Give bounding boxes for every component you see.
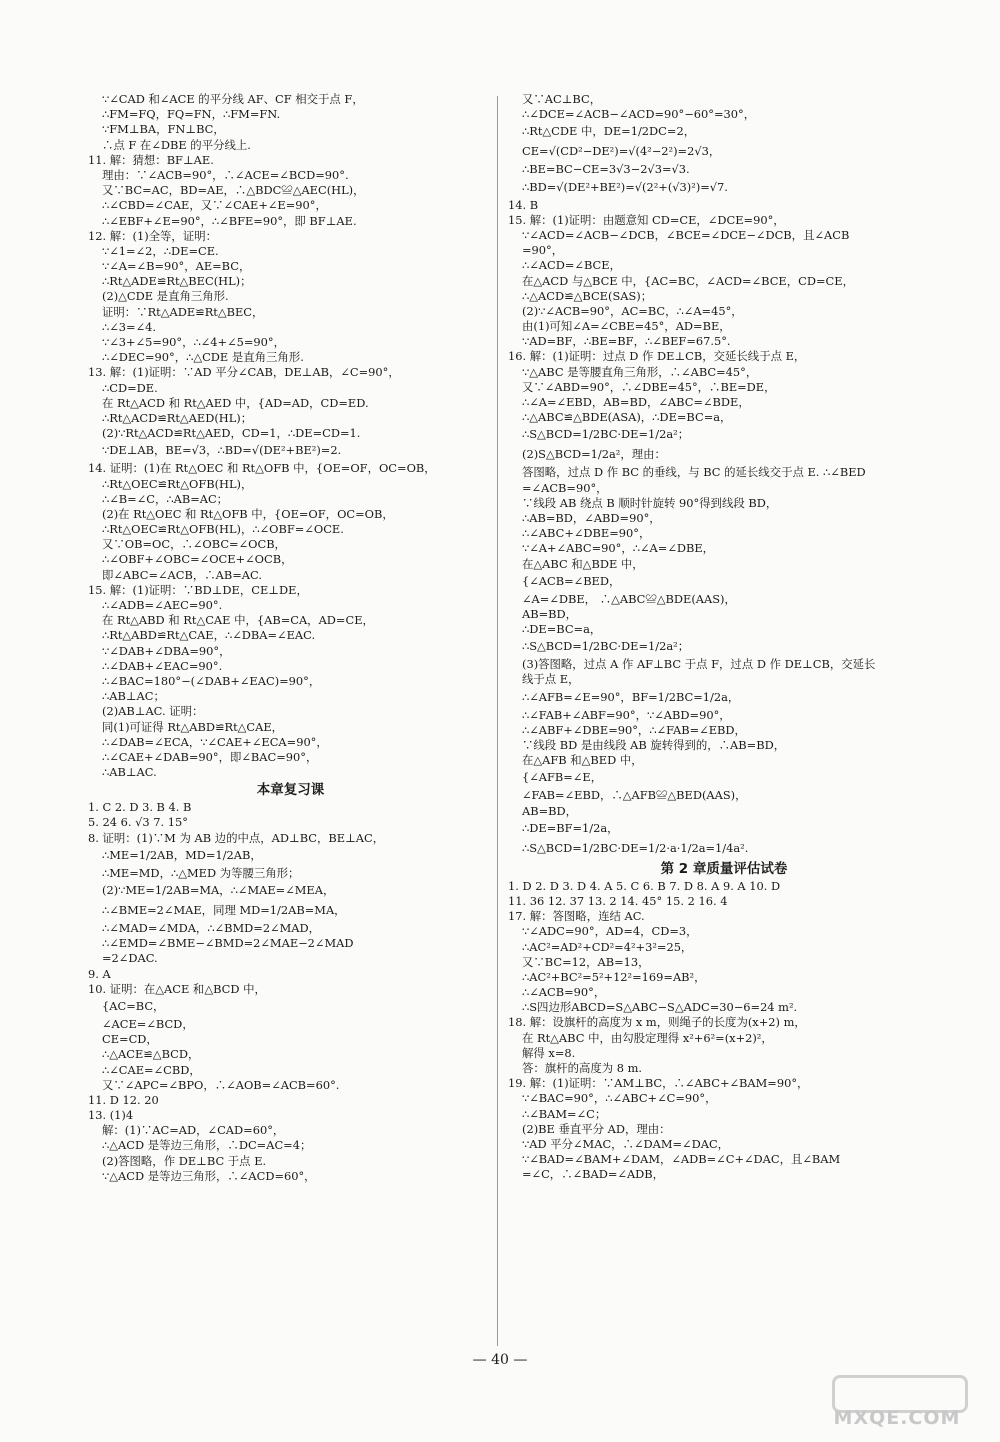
watermark-text: MXQE.COM — [833, 1407, 961, 1429]
answer-line: (2)BE 垂直平分 AD，理由： — [522, 1121, 671, 1136]
answer-line: ∴DE=BF=1/2a， — [522, 820, 619, 835]
answer-line: =∠ACB=90°， — [522, 480, 608, 495]
section-heading: 本章复习课 — [256, 782, 325, 799]
answer-line: 15. 解：(1)证明：∵BD⊥DE，CE⊥DE， — [88, 582, 308, 597]
answer-line: ∴Rt△ABD≌Rt△CAE，∴∠DBA=∠EAC. — [102, 628, 316, 643]
answer-line: ∵∠A+∠ABC=90°，∴∠A=∠DBE， — [522, 541, 715, 556]
answer-line: ∴AB⊥AC. — [102, 765, 157, 780]
answer-line: ∵△ACD 是等边三角形，∴∠ACD=60°， — [102, 1168, 316, 1183]
answer-line: 10. 证明：在△ACE 和△BCD 中， — [88, 981, 266, 996]
answer-line: (2)S△BCD=1/2a²，理由： — [522, 447, 666, 462]
answer-line: ∴∠CBD=∠CAE，又∵∠CAE+∠E=90°， — [102, 198, 327, 213]
answer-line: ∴Rt△ADE≌Rt△BEC(HL)； — [102, 274, 252, 289]
answer-column-right — [508, 92, 940, 1183]
answer-line: ∵AD 平分∠MAC，∴∠DAM=∠DAC， — [522, 1136, 730, 1151]
column-divider — [497, 96, 498, 1346]
answer-line: 同(1)可证得 Rt△ABD≌Rt△CAE， — [102, 719, 284, 734]
answer-line: ∴△ACE≌△BCD， — [102, 1047, 200, 1062]
answer-line: (2)AB⊥AC. 证明： — [102, 704, 204, 719]
answer-line: 在 Rt△ABC 中，由勾股定理得 x²+6²=(x+2)²， — [522, 1030, 773, 1045]
answer-line: ∴∠ACB=90°， — [522, 985, 606, 1000]
answer-line: 8. 证明：(1)∵M 为 AB 边的中点，AD⊥BC，BE⊥AC， — [88, 830, 385, 845]
answer-line: =90°， — [522, 243, 564, 258]
answer-line: ∵∠A=∠B=90°，AE=BC， — [102, 259, 251, 274]
watermark-logo — [812, 1375, 982, 1433]
answer-line: ∵∠ACD=∠ACB−∠DCB，∠BCE=∠DCE−∠DCB，且∠ACB — [522, 227, 850, 242]
answer-line: 又∵∠ABD=90°，∴∠DBE=45°，∴BE=DE， — [522, 379, 776, 394]
answer-line: ∴BD=√(DE²+BE²)=√(2²+(√3)²)=√7. — [522, 179, 728, 194]
answer-line: ∴∠DCE=∠ACB−∠ACD=90°−60°=30°， — [522, 107, 756, 122]
answer-line: ∴∠CAE+∠DAB=90°，即∠BAC=90°， — [102, 749, 318, 764]
answer-line: ∠ACE=∠BCD， — [102, 1016, 194, 1031]
answer-line: (2)答图略，作 DE⊥BC 于点 E. — [102, 1153, 267, 1168]
answer-line: ∵线段 BD 是由线段 AB 旋转得到的，∴AB=BD， — [522, 738, 786, 752]
answer-line: ∴DE=BC=a， — [522, 622, 602, 637]
answer-line: 12. 解：(1)全等，证明： — [88, 228, 217, 243]
answer-line: 证明：∵Rt△ADE≌Rt△BEC， — [102, 304, 264, 319]
answer-line: 又∵AC⊥BC， — [522, 92, 602, 106]
answer-line: ∵∠BAC=90°，∴∠ABC+∠C=90°， — [522, 1091, 717, 1106]
answer-line: AB=BD， — [522, 803, 578, 818]
answer-line: =∠C，∴∠BAD=∠ADB， — [522, 1167, 665, 1182]
answer-line: 11. D 12. 20 — [88, 1092, 159, 1107]
answer-line: (2)∵∠ACB=90°，AC=BC，∴∠A=45°， — [522, 303, 743, 318]
answer-line: ∠FAB=∠EBD，∴△AFB≌△BED(AAS)， — [522, 788, 747, 803]
answer-line: 18. 解：设旗杆的高度为 x m，则绳子的长度为(x+2) m， — [508, 1015, 806, 1030]
answer-line: 即∠ABC=∠ACB，∴AB=AC. — [102, 567, 262, 582]
answer-line: ∴∠DAB=∠ECA，∵∠CAE+∠ECA=90°， — [102, 734, 328, 749]
answer-line: CE=√(CD²−DE²)=√(4²−2²)=2√3， — [522, 144, 721, 159]
page-number: — 40 — — [472, 1352, 528, 1368]
answer-line: ∴Rt△OEC≌Rt△OFB(HL)，∴∠OBF=∠OCE. — [102, 522, 344, 537]
answer-line: ∴∠FAB+∠ABF=90°，∵∠ABD=90°， — [522, 707, 731, 722]
answer-line: ∴S△BCD=1/2BC·DE=1/2a²； — [522, 427, 690, 442]
answer-line: ∴∠AFB=∠E=90°，BF=1/2BC=1/2a， — [522, 689, 740, 704]
answer-line: ∵∠3+∠5=90°，∴∠4+∠5=90°， — [102, 335, 285, 349]
answer-line: 15. 解：(1)证明：由题意知 CD=CE，∠DCE=90°， — [508, 212, 785, 227]
answer-line: ∴∠BME=2∠MAE，同理 MD=1/2AB=MA， — [102, 903, 346, 917]
answer-line: 13. 解：(1)证明：∵AD 平分∠CAB，DE⊥AB，∠C=90°， — [88, 365, 400, 380]
answer-line: ∴S△BCD=1/2BC·DE=1/2a²； — [522, 639, 690, 654]
answer-line: ∴Rt△OEC≌Rt△OFB(HL)， — [102, 476, 253, 491]
answer-line: {∠AFB=∠E， — [522, 770, 603, 785]
answer-line: ∴AB=BD，∠ABD=90°， — [522, 510, 661, 525]
answer-line: 解：(1)∵AC=AD，∠CAD=60°， — [102, 1123, 285, 1138]
answer-line: 19. 解：(1)证明：∵AM⊥BC，∴∠ABC+∠BAM=90°， — [508, 1076, 809, 1091]
answer-line: ∠A=∠DBE， ∴△ABC≌△BDE(AAS)， — [522, 591, 736, 606]
answer-line: ∴∠BAM=∠C； — [522, 1106, 607, 1121]
answer-line: 又∵BC=AC，BD=AE，∴△BDC≌△AEC(HL)， — [102, 183, 365, 198]
answer-line: ∴ME=MD，∴△MED 为等腰三角形； — [102, 865, 300, 880]
answer-line: 17. 解：答图略，连结 AC. — [508, 909, 645, 924]
answer-line: ∴∠ABC+∠DBE=90°， — [522, 526, 651, 541]
answer-line: ∴∠3=∠4. — [102, 319, 156, 334]
answer-line: (2)△CDE 是直角三角形. — [102, 289, 229, 304]
answer-line: 由(1)可知∠A=∠CBE=45°，AD=BE， — [522, 319, 731, 334]
answer-line: =2∠DAC. — [102, 951, 158, 966]
answer-line: ∴S四边形ABCD=S△ABC−S△ADC=30−6=24 m². — [522, 1000, 798, 1015]
answer-line: 又∵BC=12，AB=13， — [522, 954, 650, 969]
answer-line: ∴∠ADB=∠AEC=90°. — [102, 598, 223, 612]
answer-line: ∴∠CAE=∠CBD， — [102, 1062, 201, 1077]
answer-line: ∴△ABC≌△BDE(ASA)，∴DE=BC=a， — [522, 410, 732, 425]
answer-line: ∵FM⊥BA，FN⊥BC， — [102, 122, 225, 137]
answer-line: ∴∠EBF+∠E=90°，∴∠BFE=90°，即 BF⊥AE. — [102, 213, 357, 228]
answer-line: {AC=BC， — [102, 998, 165, 1013]
answer-line: ∴∠ABF+∠DBE=90°，∴∠FAB=∠EBD， — [522, 722, 746, 737]
answer-line: ∴BE=BC−CE=3√3−2√3=√3. — [522, 162, 690, 177]
answer-line: 理由：∵∠ACB=90°，∴∠ACE=∠BCD=90°. — [102, 167, 349, 182]
answer-line: (2)∵Rt△ACD≌Rt△AED，CD=1，∴DE=CD=1. — [102, 426, 361, 441]
answer-line: 在△AFB 和△BED 中， — [522, 753, 643, 768]
answer-line: ∴∠ACD=∠BCE， — [522, 258, 621, 273]
answer-line: 14. 证明：(1)在 Rt△OEC 和 Rt△OFB 中，{OE=OF，OC=OB， — [88, 461, 436, 476]
answer-line: ∵∠DAB+∠DBA=90°， — [102, 643, 231, 658]
answer-line: ∴S△BCD=1/2BC·DE=1/2·a·1/2a=1/4a². — [522, 840, 749, 855]
answer-line: ∵∠CAD 和∠ACE 的平分线 AF、CF 相交于点 F， — [102, 92, 364, 106]
answer-line: ∴AC²=AD²+CD²=4²+3²=25， — [522, 939, 693, 954]
answer-line: 在△ACD 与△BCE 中，{AC=BC，∠ACD=∠BCE，CD=CE， — [522, 273, 854, 288]
answer-line: ∴点 F 在∠DBE 的平分线上. — [102, 137, 251, 152]
answer-column-left — [88, 92, 493, 1184]
answer-line: (2)在 Rt△OEC 和 Rt△OFB 中，{OE=OF，OC=OB， — [102, 506, 394, 521]
answer-line: 在△ABC 和△BDE 中， — [522, 556, 644, 571]
answer-line: 5. 24 6. √3 7. 15° — [88, 815, 188, 830]
answer-line: ∵△ABC 是等腰直角三角形，∴∠ABC=45°， — [522, 364, 758, 379]
answer-line: {∠ACB=∠BED， — [522, 573, 621, 588]
answer-line: CE=CD， — [102, 1032, 158, 1047]
answer-line: 1. D 2. D 3. D 4. A 5. C 6. B 7. D 8. A 9. A 10. D — [508, 878, 781, 893]
answer-line: ∴△ACD 是等边三角形，∴DC=AC=4； — [102, 1138, 312, 1153]
answer-line: ∴FM=FQ，FQ=FN，∴FM=FN. — [102, 107, 281, 122]
answer-line: ∴∠BAC=180°−(∠DAB+∠EAC)=90°， — [102, 673, 321, 688]
answer-line: 13. (1)4 — [88, 1108, 134, 1123]
answer-line: ∴∠B=∠C，∴AB=AC； — [102, 491, 229, 506]
answer-line: (3)答图略，过点 A 作 AF⊥BC 于点 F，过点 D 作 DE⊥CB，交延长 — [522, 657, 876, 672]
answer-line: 在 Rt△ACD 和 Rt△AED 中，{AD=AD，CD=ED. — [102, 395, 369, 410]
answer-line: ∴CD=DE. — [102, 380, 158, 395]
answer-line: 答图略，过点 D 作 BC 的垂线，与 BC 的延长线交于点 E. ∴∠BED — [522, 465, 866, 480]
answer-line: ∴∠OBF+∠OBC=∠OCE+∠OCB， — [102, 552, 293, 567]
answer-line: 又∵OB=OC，∴∠OBC=∠OCB， — [102, 537, 286, 552]
answer-line: AB=BD， — [522, 606, 578, 621]
answer-line: ∴∠MAD=∠MDA，∴∠BMD=2∠MAD， — [102, 921, 321, 935]
answer-line: 解得 x=8. — [522, 1045, 576, 1060]
answer-line: ∴△ACD≌△BCE(SAS)； — [522, 288, 653, 303]
answer-line: 11. 解：猜想：BF⊥AE. — [88, 152, 214, 167]
section-heading: 第 2 章质量评估试卷 — [660, 860, 788, 877]
answer-line: 16. 解：(1)证明：过点 D 作 DE⊥CB，交延长线于点 E， — [508, 349, 806, 364]
answer-line: 在 Rt△ABD 和 Rt△CAE 中，{AB=CA，AD=CE， — [102, 613, 374, 628]
answer-line: ∴AB⊥AC； — [102, 689, 165, 704]
answer-line: ∴∠DAB+∠EAC=90°. — [102, 658, 223, 673]
answer-line: 又∵∠APC=∠BPO，∴∠AOB=∠ACB=60°. — [102, 1077, 340, 1092]
answer-line: ∴ME=1/2AB，MD=1/2AB， — [102, 847, 262, 862]
answer-line: 9. A — [88, 966, 111, 981]
answer-line: ∴∠EMD=∠BME−∠BMD=2∠MAE−2∠MAD — [102, 936, 354, 951]
answer-line: 1. C 2. D 3. B 4. B — [88, 800, 192, 815]
answer-line: ∴Rt△CDE 中，DE=1/2DC=2， — [522, 124, 696, 139]
answer-line: 11. 36 12. 37 13. 2 14. 45° 15. 2 16. 4 — [508, 893, 728, 908]
answer-line: ∴∠DEC=90°，∴△CDE 是直角三角形. — [102, 350, 304, 365]
answer-line: 14. B — [508, 197, 539, 212]
answer-line: 答：旗杆的高度为 8 m. — [522, 1061, 643, 1075]
answer-line: ∵线段 AB 绕点 B 顺时针旋转 90°得到线段 BD， — [522, 495, 778, 510]
answer-line: ∴Rt△ACD≌Rt△AED(HL)； — [102, 410, 253, 425]
answer-line: ∵∠1=∠2，∴DE=CE. — [102, 243, 219, 258]
answer-line: ∵DE⊥AB，BE=√3，∴BD=√(DE²+BE²)=2. — [102, 443, 342, 458]
answer-line: ∵AD=BF，∴BE=BF，∴∠BEF=67.5°. — [522, 334, 731, 349]
answer-line: ∴∠A=∠EBD，AB=BD，∠ABC=∠BDE， — [522, 395, 750, 409]
answer-line: 线于点 E， — [522, 672, 580, 687]
answer-line: ∵∠BAD=∠BAM+∠DAM，∠ADB=∠C+∠DAC，且∠BAM — [522, 1152, 841, 1167]
answer-line: (2)∵ME=1/2AB=MA，∴∠MAE=∠MEA， — [102, 883, 335, 897]
answer-line: ∴AC²+BC²=5²+12²=169=AB²， — [522, 969, 706, 984]
answer-line: ∵∠ADC=90°，AD=4，CD=3， — [522, 924, 698, 939]
